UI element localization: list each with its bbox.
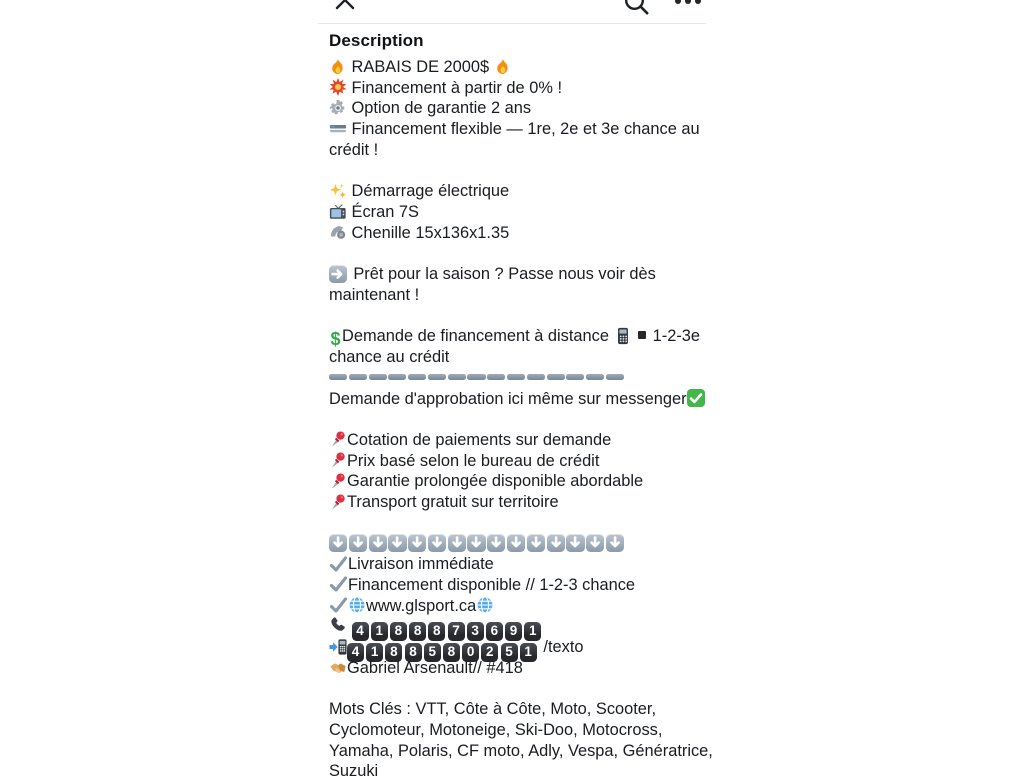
minus-icon: [566, 374, 584, 380]
minus-icon: [349, 374, 367, 380]
description-line: [329, 534, 706, 555]
arrow-down-icon: [388, 534, 406, 552]
check-green-icon: [687, 389, 705, 407]
phone-icon: [329, 617, 347, 635]
description-line: [329, 368, 706, 389]
description-line: Suzuki: [329, 762, 379, 781]
check-icon: [329, 555, 348, 573]
description-line: Démarrage électrique: [329, 181, 706, 202]
sparkles-icon: [329, 182, 347, 200]
description-line: Cotation de paiements sur demande: [329, 430, 706, 451]
minus-icon: [606, 374, 624, 380]
pin-icon: [329, 430, 347, 448]
keycap-digit-icon: 6: [486, 622, 503, 641]
description-line: Financement disponible // 1-2-3 chance: [329, 575, 706, 596]
arrow-right-icon: [329, 265, 347, 283]
keycap-digit-icon: 1: [520, 643, 537, 662]
arrow-down-icon: [349, 534, 367, 552]
description-line: Écran 7S: [329, 202, 706, 223]
arrow-down-icon: [448, 534, 466, 552]
description-line: maintenant !: [329, 285, 420, 304]
black-square-icon: [638, 331, 646, 339]
phone-arrow-icon: [329, 638, 347, 656]
arrow-down-icon: [329, 534, 347, 552]
minus-icon: [329, 374, 347, 380]
minus-icon: [388, 374, 406, 380]
minus-icon: [527, 374, 545, 380]
description-line: [329, 161, 706, 182]
fire-icon: [329, 58, 347, 76]
description-line: [329, 679, 706, 700]
keycap-digit-icon: 8: [443, 643, 460, 662]
description-text: [329, 57, 713, 782]
keycap-digit-icon: 4: [347, 643, 364, 662]
description-section: [318, 23, 713, 782]
minus-icon: [586, 374, 604, 380]
arm-icon: [329, 223, 347, 241]
toolbar-divider: [318, 23, 706, 24]
keycap-digit-icon: 8: [390, 622, 407, 641]
close-icon: [332, 0, 358, 13]
pin-icon: [329, 451, 347, 469]
description-line: Prêt pour la saison ? Passe nous voir dès: [329, 264, 706, 285]
boom-icon: [329, 78, 347, 96]
arrow-down-icon: [586, 534, 604, 552]
arrow-down-icon: [547, 534, 565, 552]
description-line: $ Demande de financement à distance 1-2-3e: [330, 327, 701, 349]
description-line: Garantie prolongée disponible abordable: [329, 471, 706, 492]
description-line: www.glsport.ca: [329, 596, 706, 617]
keycap-digit-icon: 8: [428, 622, 445, 641]
search-icon: [622, 0, 650, 16]
search-button[interactable]: [622, 0, 650, 16]
minus-icon: [467, 374, 485, 380]
minus-icon: [428, 374, 446, 380]
arrow-down-icon: [428, 534, 446, 552]
description-line: Transport gratuit sur territoire: [329, 492, 706, 513]
description-line: Gabriel Arsenault// #418: [329, 658, 706, 679]
mobile-icon: [614, 327, 632, 345]
description-line: Option de garantie 2 ans: [329, 98, 706, 119]
description-line: [329, 409, 706, 430]
handshake-icon: [329, 658, 347, 676]
keycap-digit-icon: 9: [505, 622, 522, 641]
arrow-down-icon: [527, 534, 545, 552]
arrow-down-icon: [369, 534, 387, 552]
description-line: Prix basé selon le bureau de crédit: [329, 451, 706, 472]
description-line: Chenille 15x136x1.35: [329, 223, 706, 244]
keycap-digit-icon: 5: [501, 643, 518, 662]
description-line: [329, 616, 706, 637]
more-options-icon: [675, 0, 681, 4]
minus-icon: [547, 374, 565, 380]
keycap-digit-icon: 4: [352, 622, 369, 641]
keycap-digit-icon: 3: [467, 622, 484, 641]
description-line: crédit !: [329, 140, 379, 159]
check-icon: [329, 596, 348, 614]
keycap-digit-icon: 0: [462, 643, 479, 662]
keycap-digit-icon: 8: [405, 643, 422, 662]
keycap-digit-icon: 1: [524, 622, 541, 641]
description-line: Yamaha, Polaris, CF moto, Adly, Vespa, Génératrice,: [329, 741, 713, 760]
arrow-down-icon: [487, 534, 505, 552]
minus-icon: [408, 374, 426, 380]
minus-icon: [487, 374, 505, 380]
minus-icon: [507, 374, 525, 380]
close-button[interactable]: [332, 0, 358, 13]
description-line: [329, 243, 706, 264]
arrow-down-icon: [606, 534, 624, 552]
pin-icon: [329, 493, 347, 511]
keycap-digit-icon: 1: [366, 643, 383, 662]
keycap-digit-icon: 1: [371, 622, 388, 641]
arrow-down-icon: [408, 534, 426, 552]
globe-icon: [476, 596, 494, 614]
pin-icon: [329, 472, 347, 490]
description-line: [329, 306, 706, 327]
arrow-down-icon: [566, 534, 584, 552]
more-options-button[interactable]: [675, 0, 705, 6]
description-line: chance au crédit: [329, 348, 450, 367]
dollar-icon: $: [330, 328, 341, 349]
marketplace-listing-screen: [318, 0, 713, 781]
keycap-digit-icon: 8: [385, 643, 402, 662]
description-line: [329, 513, 706, 534]
description-line: Mots Clés : VTT, Côte à Côte, Moto, Scooter,: [329, 700, 657, 719]
description-line: Cyclomoteur, Motoneige, Ski-Doo, Motocross,: [329, 721, 663, 739]
description-line: Demande d'approbation ici même sur messenger: [329, 389, 706, 410]
keycap-digit-icon: 8: [409, 622, 426, 641]
fire-icon: [494, 58, 512, 76]
description-line: RABAIS DE 2000$: [329, 57, 706, 78]
check-icon: [329, 575, 348, 593]
globe-icon: [348, 596, 366, 614]
minus-icon: [448, 374, 466, 380]
card-icon: [329, 120, 347, 138]
description-line: Financement flexible — 1re, 2e et 3e chance au: [329, 119, 706, 140]
keycap-digit-icon: 2: [481, 643, 498, 662]
minus-icon: [369, 374, 387, 380]
keycap-digit-icon: 7: [448, 622, 465, 641]
arrow-down-icon: [467, 534, 485, 552]
description-line: Financement à partir de 0% !: [329, 78, 706, 99]
keycap-digit-icon: 5: [424, 643, 441, 662]
description-line: Livraison immédiate: [329, 554, 706, 575]
description-line: 4 1 8 8 5 8 0 2 5 1 /texto: [329, 637, 706, 658]
tv-icon: [329, 203, 347, 221]
description-heading: Description: [329, 31, 424, 50]
arrow-down-icon: [507, 534, 525, 552]
gear-icon: [329, 99, 347, 117]
toolbar: [318, 0, 706, 23]
